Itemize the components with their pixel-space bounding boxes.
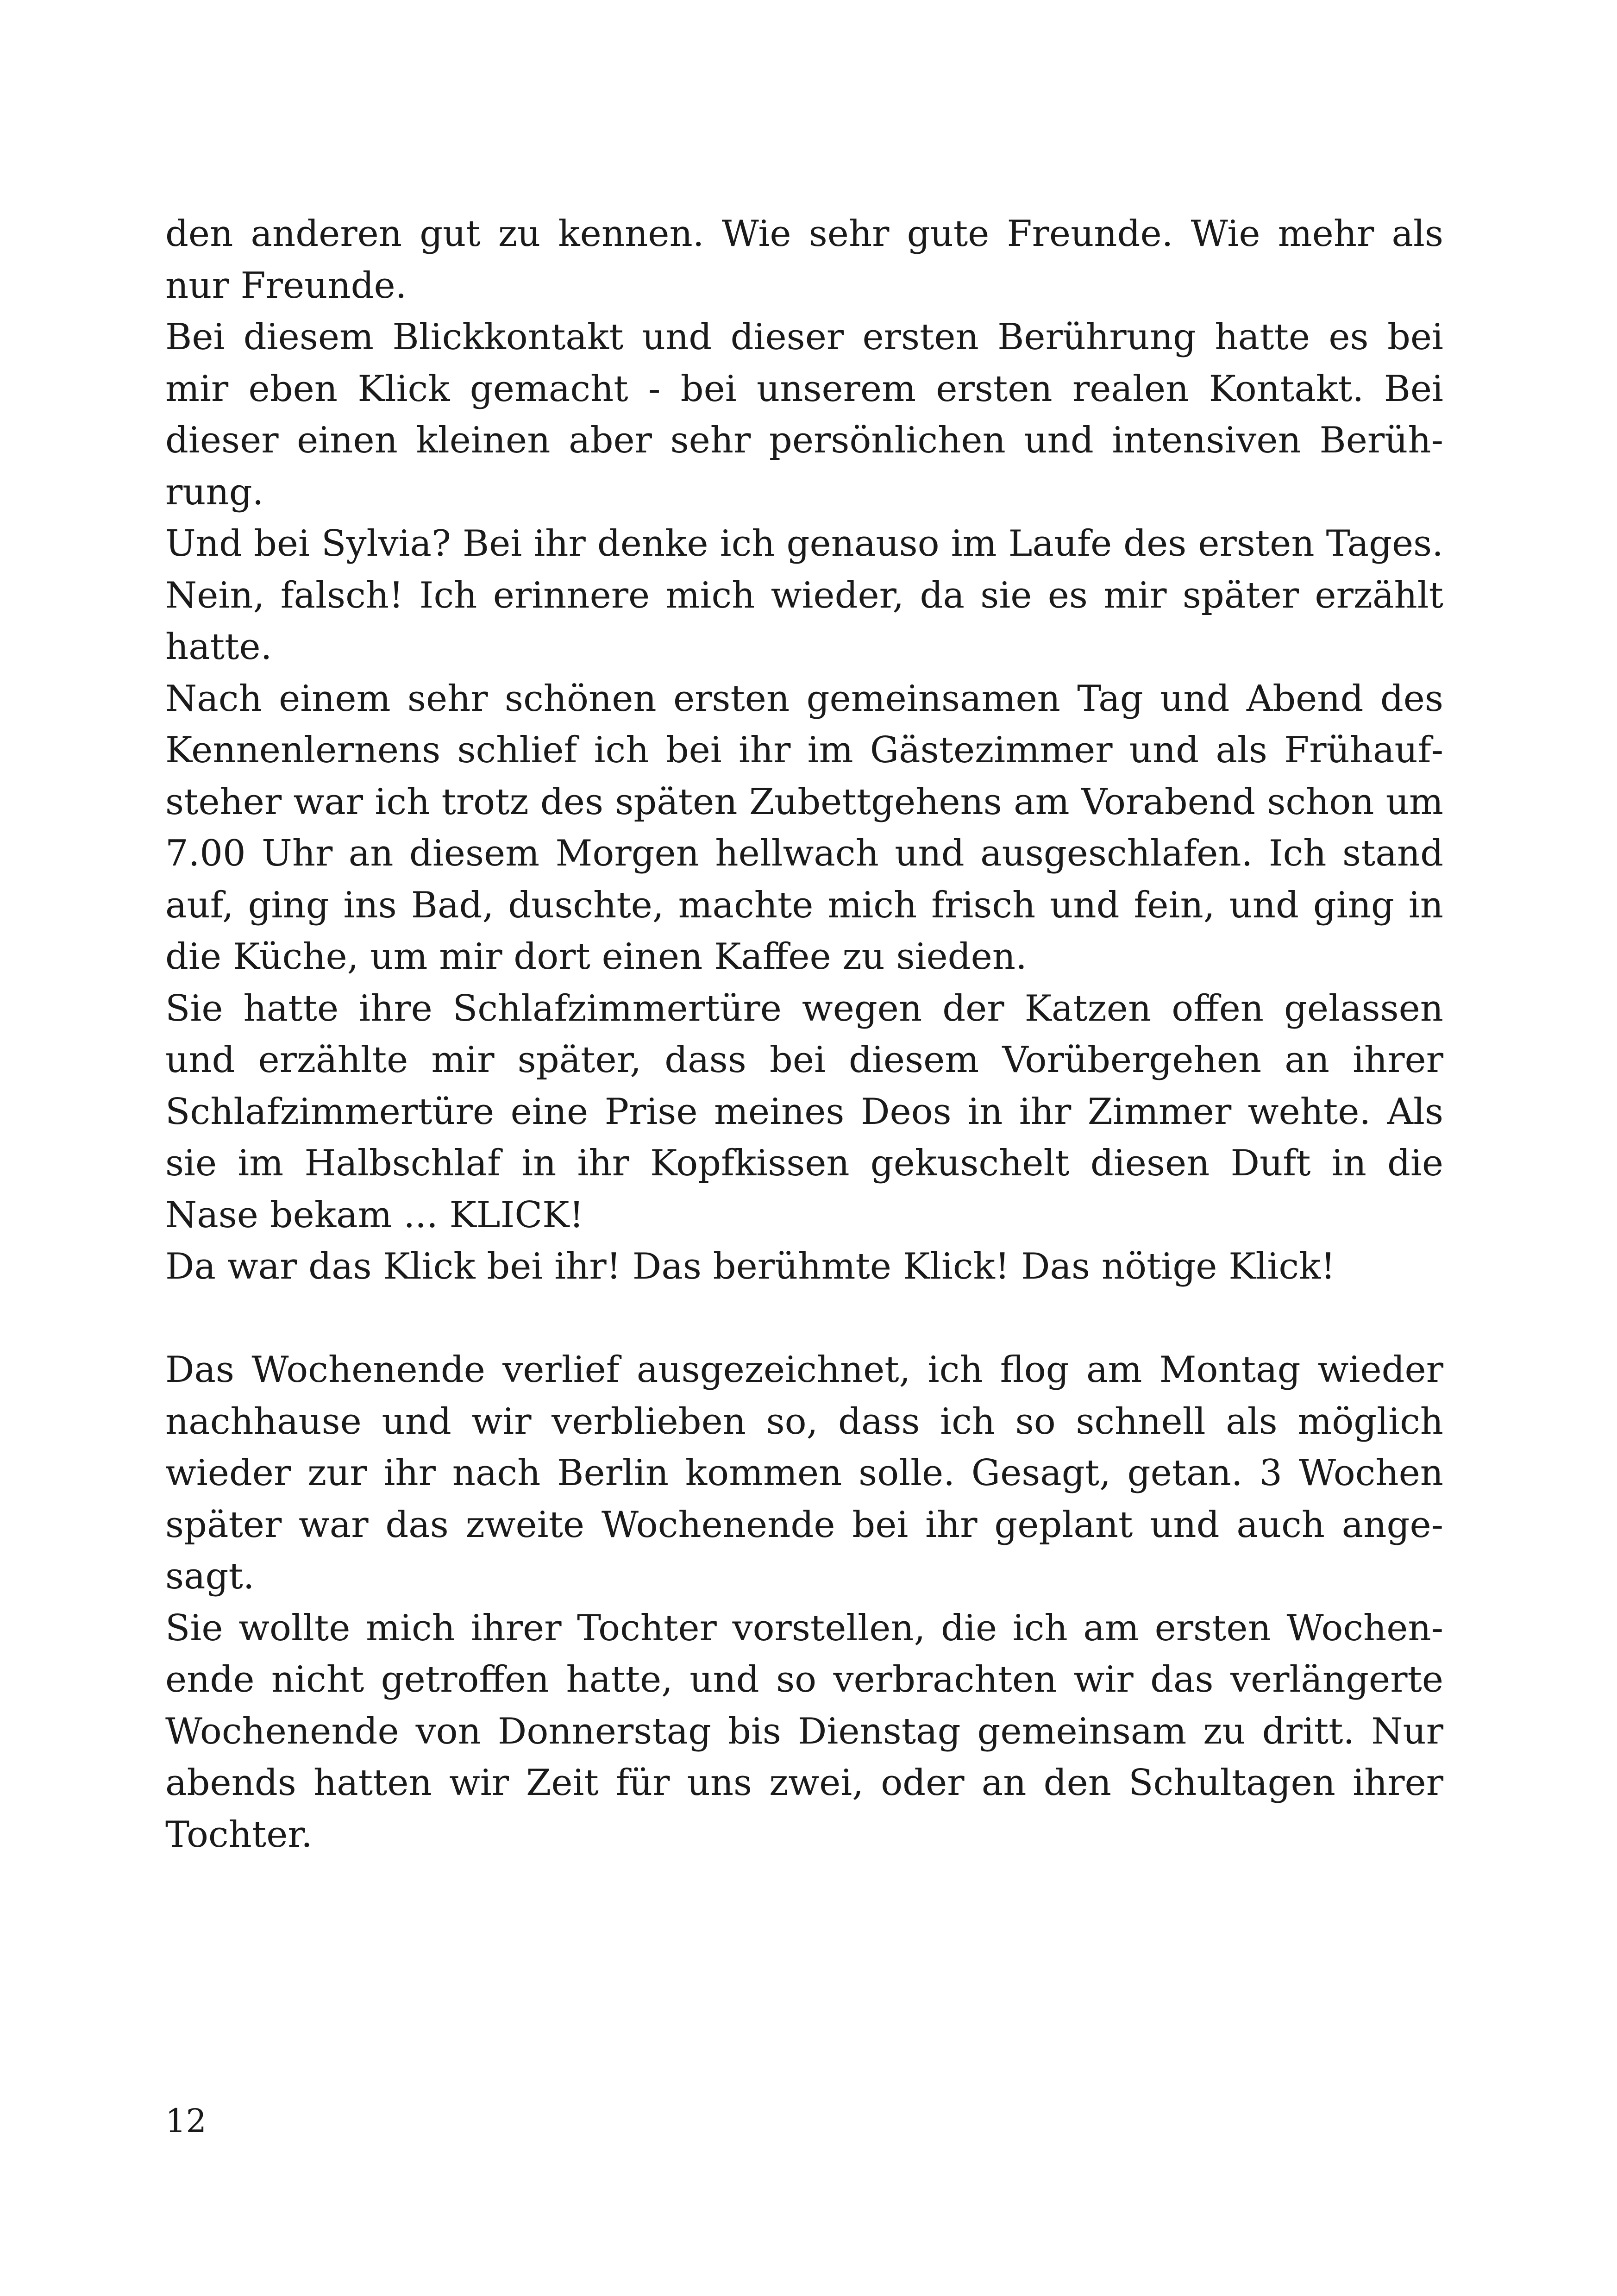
paragraph: Und bei Sylvia? Bei ihr denke ich genauso im Laufe des ersten Tages. Nein, falsch! Ich erinnere mich wieder, da sie es mir später erzählt hatte. [165,523,1443,668]
paragraph: Da war das Klick bei ihr! Das berühmte Klick! Das nötige Klick! [165,1246,1335,1287]
body-text [165,208,1443,1861]
page-number: 12 [165,2102,207,2140]
paragraph: Das Wochenende verlief ausgezeichnet, ich flog am Montag wieder nachhause und wir verblieben so, dass ich so schnell als möglich wieder zur ihr nach Berlin kommen solle. Gesagt, getan. 3 Wochen später war das zweite Wochenende bei ihr geplant und auch angesagt. [165,1349,1443,1597]
paragraph: Sie hatte ihre Schlafzimmertüre wegen der Katzen offen gelassen und erzählte mir später, dass bei diesem Vorübergehen an ihrer Schlafzimmertüre eine Prise meines Deos in ihr Zimmer wehte. Als sie im Halbschlaf in ihr Kopfkissen gekuschelt diesen Duft in die Nase bekam ... KLICK! [165,987,1443,1236]
paragraph: Nach einem sehr schönen ersten gemeinsamen Tag und Abend des Kennenlernens schlief ich bei ihr im Gästezimmer und als Frühaufsteher war ich trotz des späten Zubettgehens am Vorabend schon um 7.00 Uhr an diesem Morgen hellwach und ausgeschlafen. Ich stand auf, ging ins Bad, duschte, machte mich frisch und fein, und ging in die Küche, um mir dort einen Kaffee zu sieden. [165,678,1443,978]
paragraph: den anderen gut zu kennen. Wie sehr gute Freunde. Wie mehr als nur Freunde. [165,213,1443,307]
paragraph: Sie wollte mich ihrer Tochter vorstellen, die ich am ersten Wochenende nicht getroffen hatte, und so verbrachten wir das verlängerte Wochenende von Donnerstag bis Dienstag gemeinsam zu dritt. Nur abends hatten wir Zeit für uns zwei, oder an den Schultagen ihrer Tochter. [165,1607,1443,1856]
paragraph: Bei diesem Blickkontakt und dieser ersten Berührung hatte es bei mir eben Klick gemacht - bei unserem ersten realen Kontakt. Bei dieser einen kleinen aber sehr persönlichen und intensiven Berührung. [165,316,1443,513]
